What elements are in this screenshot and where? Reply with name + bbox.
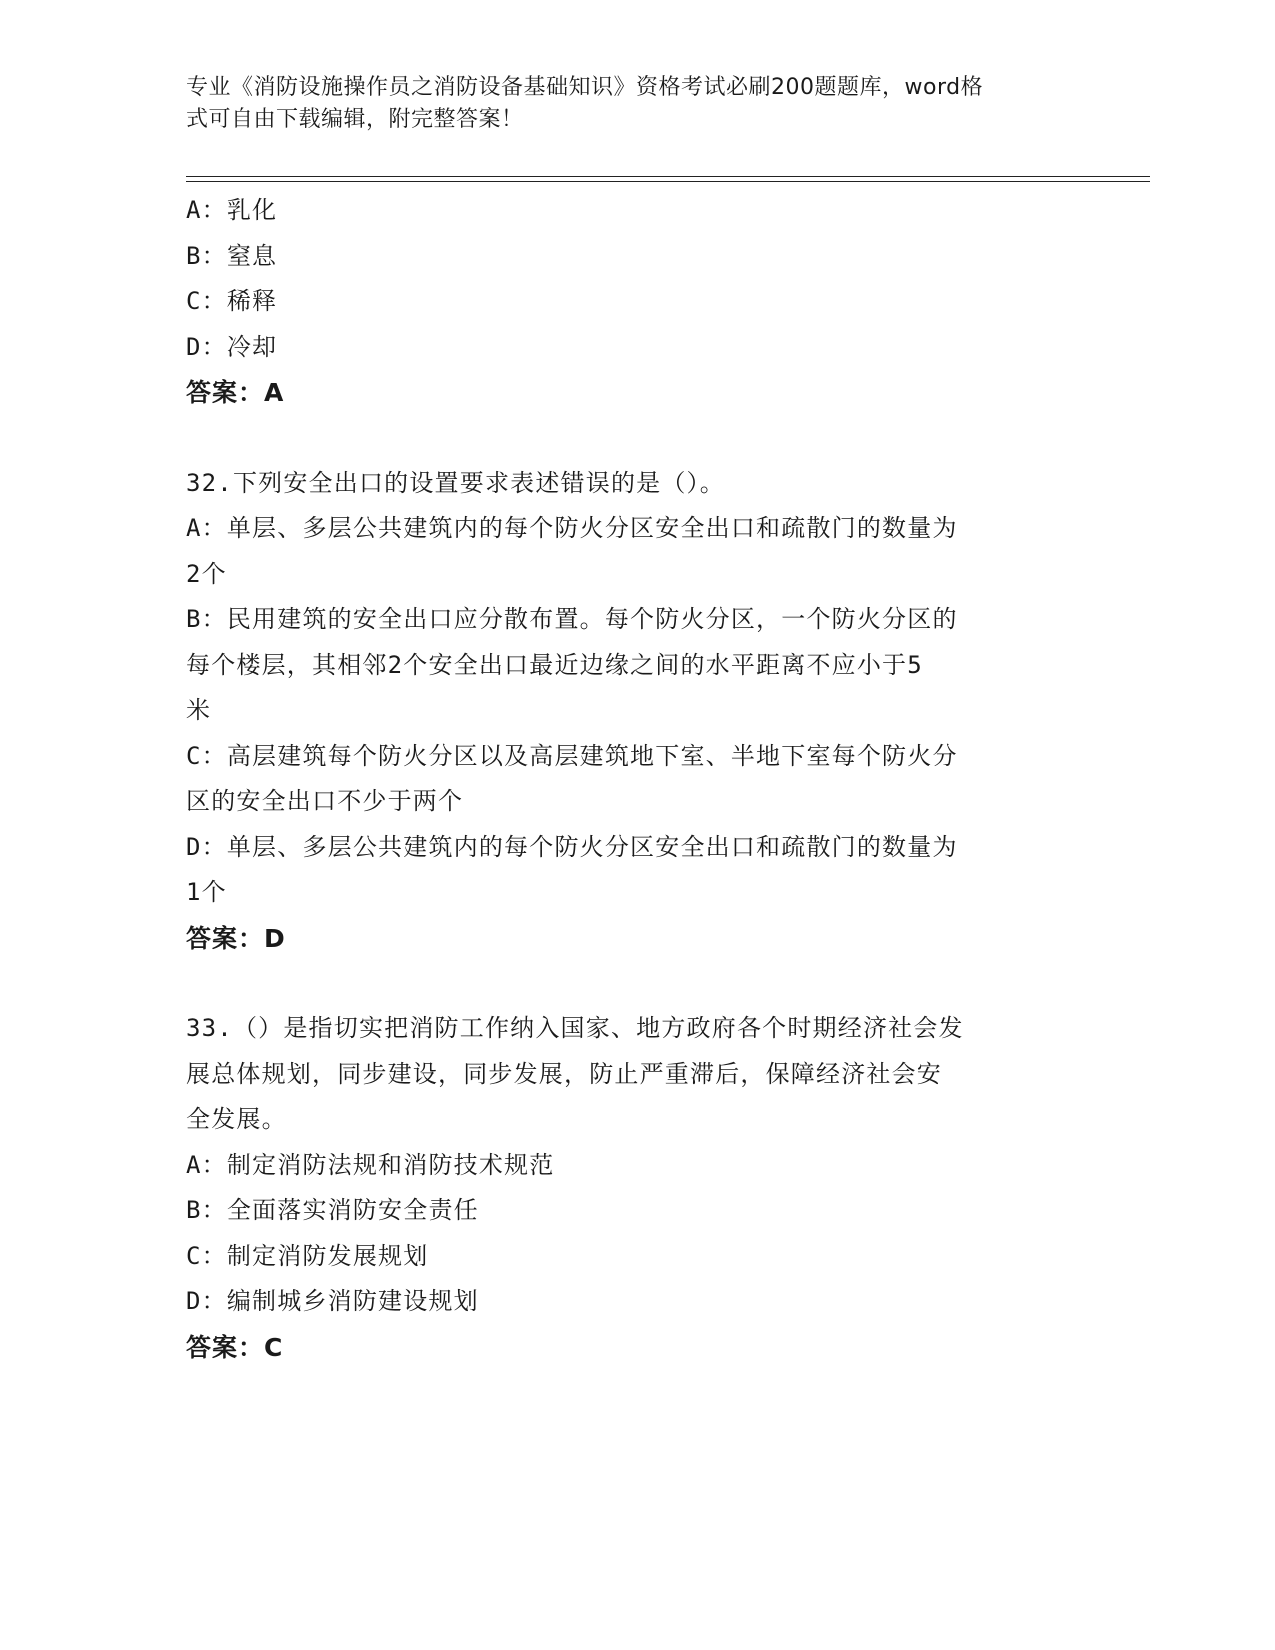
question-31 [186,188,1066,416]
q32-option-b-line-2: 每个楼层，其相邻2个安全出口最近边缘之间的水平距离不应小于5 [186,650,923,679]
q32-answer: 答案：D [186,923,286,953]
q32-option-c-line-1: C：高层建筑每个防火分区以及高层建筑地下室、半地下室每个防火分 [186,741,958,770]
header-line-2: 式可自由下载编辑，附完整答案！ [186,107,524,132]
spacer [186,416,1066,461]
q32-option-d-line-1: D：单层、多层公共建筑内的每个防火分区安全出口和疏散门的数量为 [186,832,958,861]
q32-option-c-line-2: 区的安全出口不少于两个 [186,787,464,815]
q31-option-b: B：窒息 [186,241,278,270]
q33-answer: 答案：C [186,1332,284,1362]
q33-stem-line-3: 全发展。 [186,1105,287,1133]
q33-stem-line-2: 展总体规划，同步建设，同步发展，防止严重滞后，保障经济社会安 [186,1059,942,1088]
q32-option-d-line-2: 1个 [186,878,227,906]
q32-stem: 32.下列安全出口的设置要求表述错误的是（）。 [186,468,725,497]
header-divider-top [186,176,1150,177]
spacer [186,961,1066,1006]
q33-option-d: D：编制城乡消防建设规划 [186,1287,479,1315]
document-header [186,72,1066,136]
q32-option-a-line-1: A：单层、多层公共建筑内的每个防火分区安全出口和疏散门的数量为 [186,514,958,542]
question-33 [186,1006,1066,1370]
q33-stem-line-1: 33.（）是指切实把消防工作纳入国家、地方政府各个时期经济社会发 [186,1014,964,1042]
q33-option-b: B：全面落实消防安全责任 [186,1196,479,1224]
header-divider-bottom [186,181,1150,182]
q31-option-d: D：冷却 [186,332,278,361]
q33-option-c: C：制定消防发展规划 [186,1241,429,1270]
q32-option-b-line-1: B：民用建筑的安全出口应分散布置。每个防火分区，一个防火分区的 [186,605,958,633]
header-line-1: 专业《消防设施操作员之消防设备基础知识》资格考试必刷200题题库，word格 [186,75,984,100]
question-32 [186,461,1066,962]
q33-option-a: A：制定消防法规和消防技术规范 [186,1150,555,1179]
q32-option-a-line-2: 2个 [186,559,227,588]
question-content [186,188,1066,1370]
q31-answer: 答案：A [186,378,285,407]
q32-option-b-line-3: 米 [186,696,212,724]
q31-option-c: C：稀释 [186,287,278,315]
q31-option-a: A：乳化 [186,196,278,224]
